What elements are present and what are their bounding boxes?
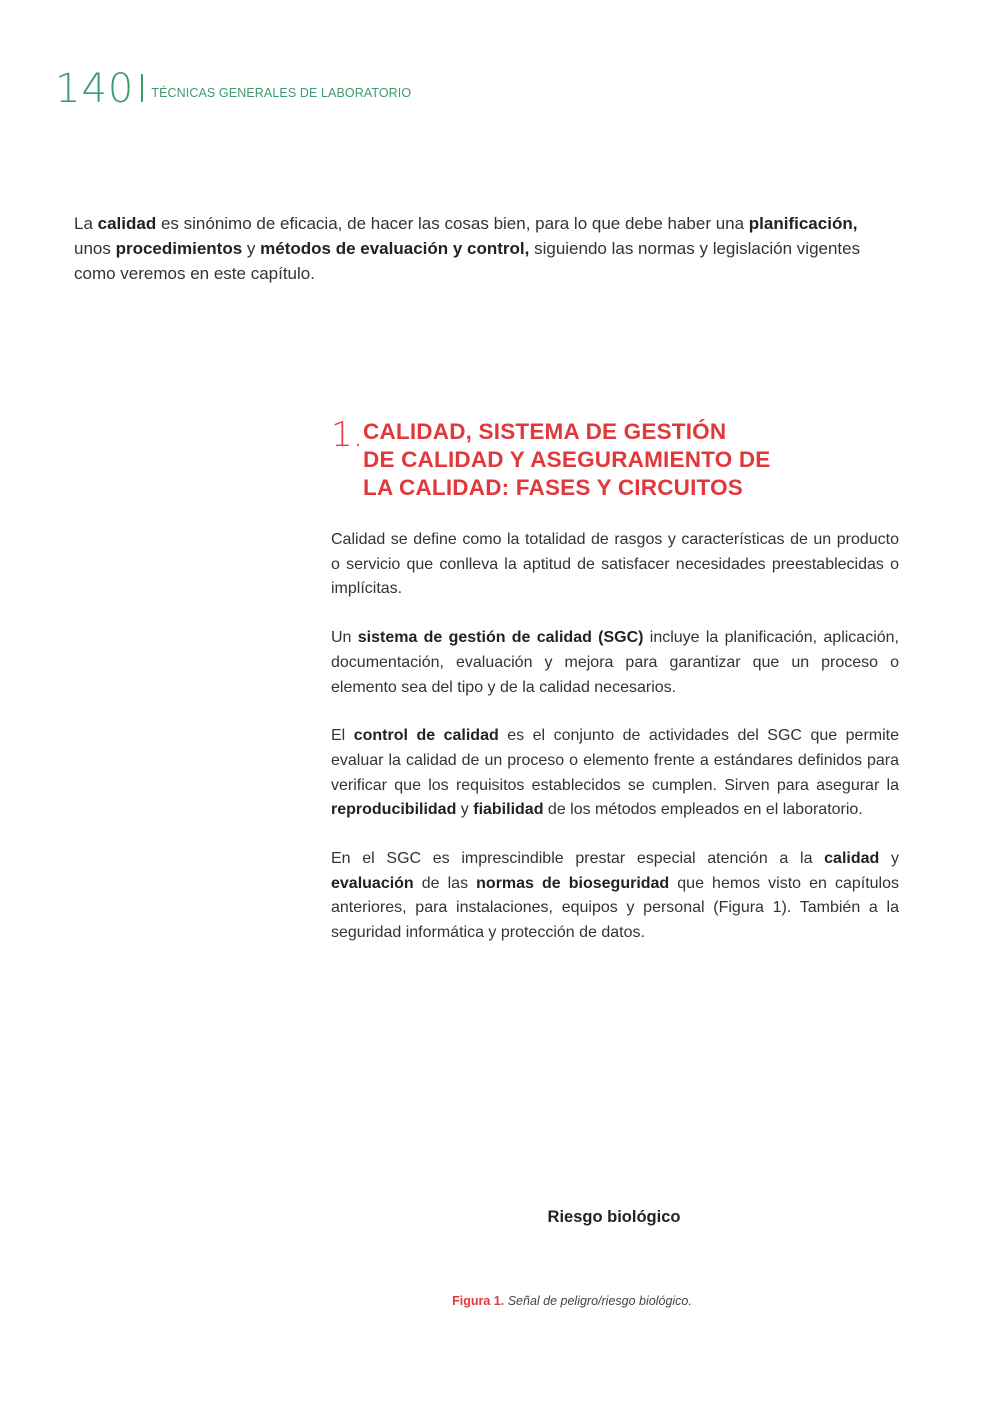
paragraph-quality-control: El control de calidad es el conjunto de actividades del SGC que permite evaluar la calidad de un proceso o elemento frente a estándares definidos para verificar que los requisitos establecidos se cumplen. Sirven para asegurar la reproducibilidad y fiabilidad de los métodos empleados en el laboratorio. [331,727,900,819]
running-title: TÉCNICAS GENERALES DE LABORATORIO [151,86,412,100]
paragraph-definition: Calidad se define como la totalidad de rasgos y características de un producto o servicio que conlleva la aptitud de satisfacer necesidades preestablecidas o implícitas. [331,531,899,598]
section-title: CALIDAD, SISTEMA DE GESTIÓN DE CALIDAD Y ASEGURAMIENTO DE LA CALIDAD: FASES Y CIRCUITOS [363,419,771,500]
figure-caption [0,1294,992,1308]
figure-caption-text: Señal de peligro/riesgo biológico. [507,1294,692,1308]
paragraph-biosafety: En el SGC es imprescindible prestar especial atención a la calidad y evaluación de las normas de bioseguridad que hemos visto en capítulos anteriores, para instalaciones, equipos y personal (Figura 1). También a la seguridad informática y protección de datos. [331,850,900,942]
figure-number: Figura 1. [452,1294,505,1308]
section-body [331,528,899,970]
intro-paragraph: La calidad es sinónimo de eficacia, de hacer las cosas bien, para lo que debe haber una planificación, unos procedimientos y métodos de evaluación y control, siguiendo las normas y legislación vigentes como veremos en este capítulo. [74,214,861,283]
header-divider [141,74,143,102]
paragraph-sgc: Un sistema de gestión de calidad (SGC) incluye la planificación, aplicación, documentación, evaluación y mejora para garantizar que un proceso o elemento sea del tipo y de la calidad necesarios. [331,629,899,696]
page-number: 140 [55,66,135,112]
section-heading [331,415,891,502]
running-header [55,66,412,112]
figure-label: Riesgo biológico [547,1208,681,1226]
section-number: 1. [331,415,364,455]
